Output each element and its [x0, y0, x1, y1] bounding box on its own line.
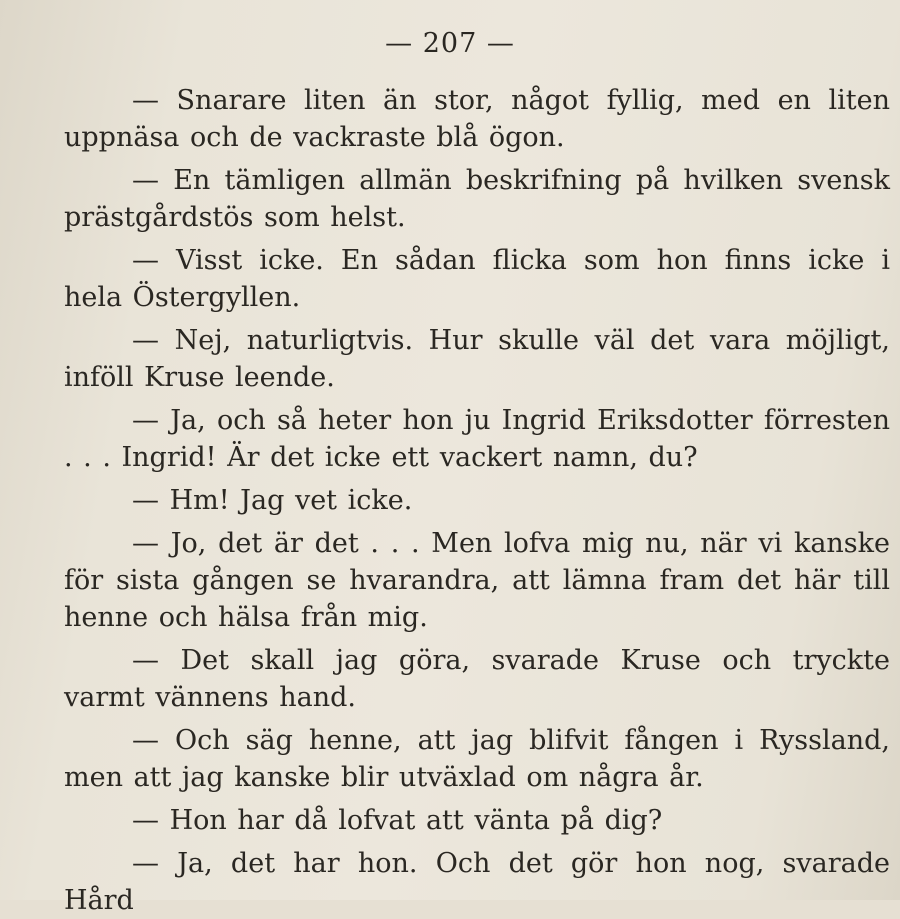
paragraph: — Hon har då lofvat att vänta på dig?: [132, 805, 663, 836]
paragraph: — Ja, och så heter hon ju Ingrid Eriksdotter förresten . . . Ingrid! Är det icke ett vackert namn, du?: [64, 405, 890, 473]
body-text: [64, 82, 890, 919]
paragraph: — Och säg henne, att jag blifvit fången i Ryssland, men att jag kanske blir utväxlad om några år.: [64, 725, 890, 793]
paragraph: — Det skall jag göra, svarade Kruse och tryckte varmt vännens hand.: [64, 645, 890, 713]
paragraph: — En tämligen allmän beskrifning på hvilken svensk prästgårdstös som helst.: [64, 165, 890, 233]
paragraph: — Snarare liten än stor, något fyllig, med en liten uppnäsa och de vackraste blå ögon.: [64, 85, 890, 153]
paragraph: — Hm! Jag vet icke.: [132, 485, 413, 516]
page-number: — 207 —: [385, 28, 515, 59]
paragraph: — Nej, naturligtvis. Hur skulle väl det vara möjligt, inföll Kruse leende.: [64, 325, 890, 393]
paragraph: — Ja, det har hon. Och det gör hon nog, svarade Hård: [64, 848, 890, 916]
paragraph: — Jo, det är det . . . Men lofva mig nu, när vi kanske för sista gången se hvarandra, att lämna fram det här till henne och hälsa från mig.: [64, 528, 890, 633]
paragraph: — Visst icke. En sådan flicka som hon finns icke i hela Östergyllen.: [64, 245, 890, 313]
